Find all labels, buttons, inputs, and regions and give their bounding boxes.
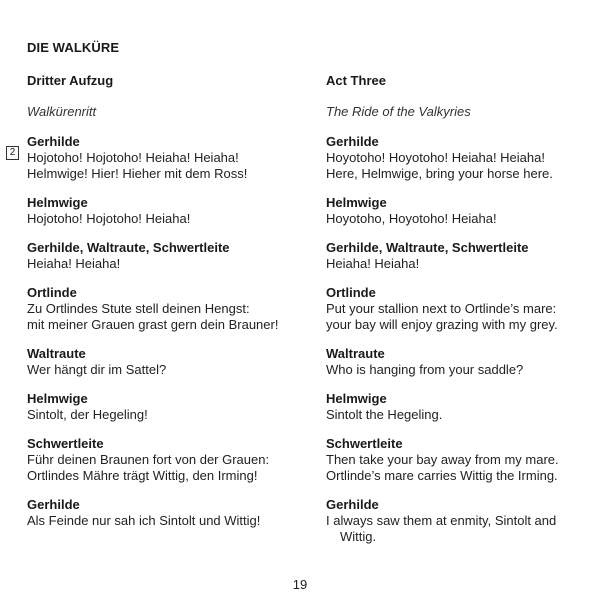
german-libretto [27, 134, 317, 529]
speaker-name: Helmwige [27, 391, 88, 406]
speaker-name: Gerhilde [27, 134, 80, 149]
speaker-name: Waltraute [27, 346, 86, 361]
lyric-line: I always saw them at enmity, Sintolt and [326, 513, 557, 528]
lyric-line: Heiaha! Heiaha! [27, 256, 121, 271]
lyric-line: Then take your bay away from my mare. [326, 452, 559, 467]
lyric-line: mit meiner Grauen grast gern dein Brauner! [27, 317, 279, 332]
lyric-line: Sintolt, der Hegeling! [27, 407, 148, 422]
speaker-name: Gerhilde, Waltraute, Schwertleite [326, 240, 529, 255]
speech-block [27, 391, 317, 423]
speaker-name: Waltraute [326, 346, 385, 361]
speaker-name: Gerhilde, Waltraute, Schwertleite [27, 240, 230, 255]
speech-block [326, 497, 600, 545]
german-column [27, 73, 317, 542]
speech-block [27, 134, 317, 182]
speaker-name: Ortlinde [27, 285, 77, 300]
speech-block [27, 195, 317, 227]
speech-block [326, 391, 600, 423]
speaker-name: Gerhilde [326, 134, 379, 149]
lyric-line: your bay will enjoy grazing with my grey. [326, 317, 558, 332]
act-heading-english: Act Three [326, 73, 386, 88]
lyric-line: Zu Ortlindes Stute stell deinen Hengst: [27, 301, 250, 316]
scene-title-english: The Ride of the Valkyries [326, 104, 471, 119]
speaker-name: Gerhilde [326, 497, 379, 512]
lyric-line: Ortlindes Mähre trägt Wittig, den Irming! [27, 468, 258, 483]
lyric-line: Als Feinde nur sah ich Sintolt und Wittig! [27, 513, 261, 528]
lyric-line: Hoyotoho, Hoyotoho! Heiaha! [326, 211, 497, 226]
lyric-line: Here, Helmwige, bring your horse here. [326, 166, 553, 181]
speaker-name: Helmwige [326, 391, 387, 406]
lyric-line: Put your stallion next to Ortlinde’s mare: [326, 301, 557, 316]
lyric-line: Hoyotoho! Hoyotoho! Heiaha! Heiaha! [326, 150, 545, 165]
speech-block [27, 346, 317, 378]
speech-block [326, 134, 600, 182]
speaker-name: Helmwige [326, 195, 387, 210]
lyric-line: Heiaha! Heiaha! [326, 256, 420, 271]
speech-block [326, 195, 600, 227]
lyric-line: Helmwige! Hier! Hieher mit dem Ross! [27, 166, 248, 181]
speaker-name: Schwertleite [326, 436, 403, 451]
speech-block [27, 497, 317, 529]
page-title: DIE WALKÜRE [27, 40, 120, 55]
english-libretto [326, 134, 600, 545]
lyric-line: Hojotoho! Hojotoho! Heiaha! [27, 211, 191, 226]
speech-block [27, 285, 317, 333]
speaker-name: Gerhilde [27, 497, 80, 512]
track-number-marker: 2 [6, 146, 19, 160]
lyric-line: Hojotoho! Hojotoho! Heiaha! Heiaha! [27, 150, 239, 165]
speech-block [326, 240, 600, 272]
speaker-name: Ortlinde [326, 285, 376, 300]
speech-block [326, 346, 600, 378]
speaker-name: Schwertleite [27, 436, 104, 451]
lyric-line: Ortlinde’s mare carries Wittig the Irming. [326, 468, 558, 483]
lyric-line: Führ deinen Braunen fort von der Grauen: [27, 452, 270, 467]
lyric-line: Wittig. [340, 529, 377, 544]
lyric-line: Wer hängt dir im Sattel? [27, 362, 167, 377]
scene-title-german: Walkürenritt [27, 104, 97, 119]
english-column [326, 73, 600, 558]
speech-block [326, 436, 600, 484]
speech-block [27, 436, 317, 484]
page-number: 19 [292, 577, 308, 592]
speech-block [326, 285, 600, 333]
act-heading-german: Dritter Aufzug [27, 73, 114, 88]
speaker-name: Helmwige [27, 195, 88, 210]
speech-block [27, 240, 317, 272]
lyric-line: Who is hanging from your saddle? [326, 362, 524, 377]
lyric-line: Sintolt the Hegeling. [326, 407, 443, 422]
